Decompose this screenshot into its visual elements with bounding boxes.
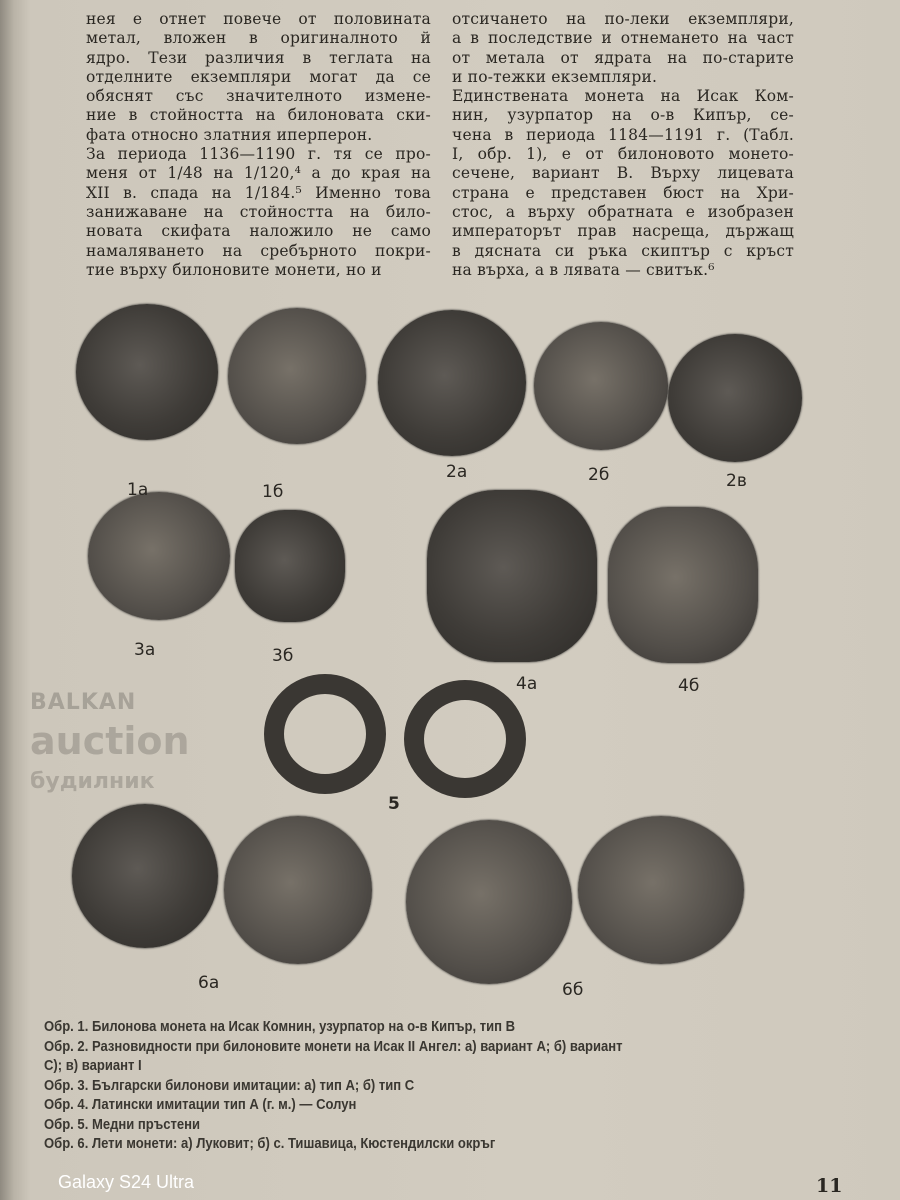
text-line: в дясната си ръка скиптър с кръст bbox=[452, 241, 794, 260]
ring-image-5-left bbox=[264, 674, 386, 794]
watermark-top: BALKAN bbox=[30, 690, 137, 715]
caption-line: С); в) вариант I bbox=[44, 1058, 142, 1074]
coin-image-1a bbox=[76, 304, 218, 440]
figure-label-1b: 1б bbox=[262, 482, 284, 502]
figure-label-3b: 3б bbox=[272, 646, 294, 666]
figure-label-6b: 6б bbox=[562, 980, 584, 1000]
text-line: а в последствие и отнемането на част bbox=[452, 29, 794, 48]
text-line: императорът прав насреща, държащ bbox=[452, 222, 794, 241]
figure-label-1a: 1а bbox=[127, 480, 149, 500]
caption-line: Обр. 5. Медни пръстени bbox=[44, 1116, 201, 1133]
figure-label-2b: 2б bbox=[588, 465, 610, 485]
figure-label-2a: 2а bbox=[446, 462, 468, 482]
figure-label-6a: 6а bbox=[198, 973, 220, 993]
page-number: 11 bbox=[816, 1175, 843, 1197]
text-line: занижаване на стойността на било- bbox=[86, 202, 431, 221]
text-line: сечене, вариант В. Върху лицевата bbox=[452, 164, 794, 183]
text-line: чена в периода 1184—1191 г. (Табл. bbox=[452, 125, 794, 144]
text-line: нин, узурпатор на о-в Кипър, се- bbox=[452, 106, 794, 125]
coin-image-4a bbox=[427, 490, 597, 662]
coin-image-1b bbox=[228, 308, 366, 444]
text-line: и по-тежки екземпляри. bbox=[452, 67, 658, 86]
coin-image-2v bbox=[668, 334, 802, 462]
text-line: стос, а върху обратната е изобразен bbox=[452, 202, 794, 221]
ring-image-5-right bbox=[404, 680, 526, 798]
text-line: отделните екземпляри могат да се bbox=[86, 67, 431, 86]
text-column-left bbox=[86, 10, 431, 280]
figure-label-3a: 3а bbox=[134, 640, 156, 660]
text-line: XII в. спада на 1/184.⁵ Именно това bbox=[86, 183, 431, 202]
figure-label-2v: 2в bbox=[726, 471, 747, 491]
text-line: ние в стойността на билоновата ски- bbox=[86, 106, 431, 125]
coin-image-4b bbox=[608, 507, 758, 663]
caption-line: Обр. 2. Разновидности при билоновите монети на Исак II Ангел: а) вариант А; б) вариант bbox=[44, 1038, 623, 1055]
text-line: ядро. Тези различия в теглата на bbox=[86, 48, 431, 67]
figure-label-4b: 4б bbox=[678, 676, 700, 696]
text-line: метал, вложен в оригиналното й bbox=[86, 29, 431, 48]
text-line: фата относно златния иперперон. bbox=[86, 125, 373, 144]
coin-image-3b bbox=[235, 510, 345, 622]
text-line: на върха, а в лявата — свитък.⁶ bbox=[452, 260, 715, 279]
text-line: обяснят със значителното измене- bbox=[86, 87, 431, 106]
text-line: страна е представен бюст на Хри- bbox=[452, 183, 794, 202]
coin-image-6a-2 bbox=[224, 816, 372, 964]
text-line: меня от 1/48 на 1/120,⁴ а до края на bbox=[86, 164, 431, 183]
coin-image-2b bbox=[534, 322, 668, 450]
caption-line: Обр. 1. Билонова монета на Исак Комнин, узурпатор на о-в Кипър, тип В bbox=[44, 1019, 516, 1035]
camera-watermark: Galaxy S24 Ultra bbox=[58, 1172, 195, 1192]
figure-captions bbox=[44, 1018, 623, 1155]
coin-image-6b-1 bbox=[406, 820, 572, 984]
coin-image-2a bbox=[378, 310, 526, 456]
coin-image-6b-2 bbox=[578, 816, 744, 964]
text-column-right bbox=[452, 10, 794, 280]
watermark-bottom: будилник bbox=[30, 769, 155, 794]
text-line: нея е отнет повече от половината bbox=[86, 10, 431, 28]
text-line: новата скифата наложило не само bbox=[86, 222, 431, 241]
coin-image-3a bbox=[88, 492, 230, 620]
caption-line: Обр. 4. Латински имитации тип А (г. м.) — Солун bbox=[44, 1097, 357, 1113]
text-line: I, обр. 1), е от билоновото монето- bbox=[452, 145, 794, 164]
caption-line: Обр. 3. Български билонови имитации: а) тип А; б) тип С bbox=[44, 1077, 415, 1094]
coin-image-6a-1 bbox=[72, 804, 218, 948]
text-line: Единствената монета на Исак Ком- bbox=[452, 87, 794, 106]
text-line: отсичането на по-леки екземпляри, bbox=[452, 10, 794, 28]
text-line: от метала от ядрата на по-старите bbox=[452, 48, 794, 67]
watermark-middle: auction bbox=[30, 719, 190, 763]
caption-line: Обр. 6. Лети монети: а) Луковит; б) с. Тишавица, Кюстендилски окръг bbox=[44, 1136, 496, 1152]
text-line: тие върху билоновите монети, но и bbox=[86, 260, 382, 279]
text-line: За периода 1136—1190 г. тя се про- bbox=[86, 145, 431, 164]
figure-label-5: 5 bbox=[388, 794, 400, 814]
text-line: намаляването на сребърното покри- bbox=[86, 241, 431, 260]
figure-label-4a: 4а bbox=[516, 674, 538, 694]
